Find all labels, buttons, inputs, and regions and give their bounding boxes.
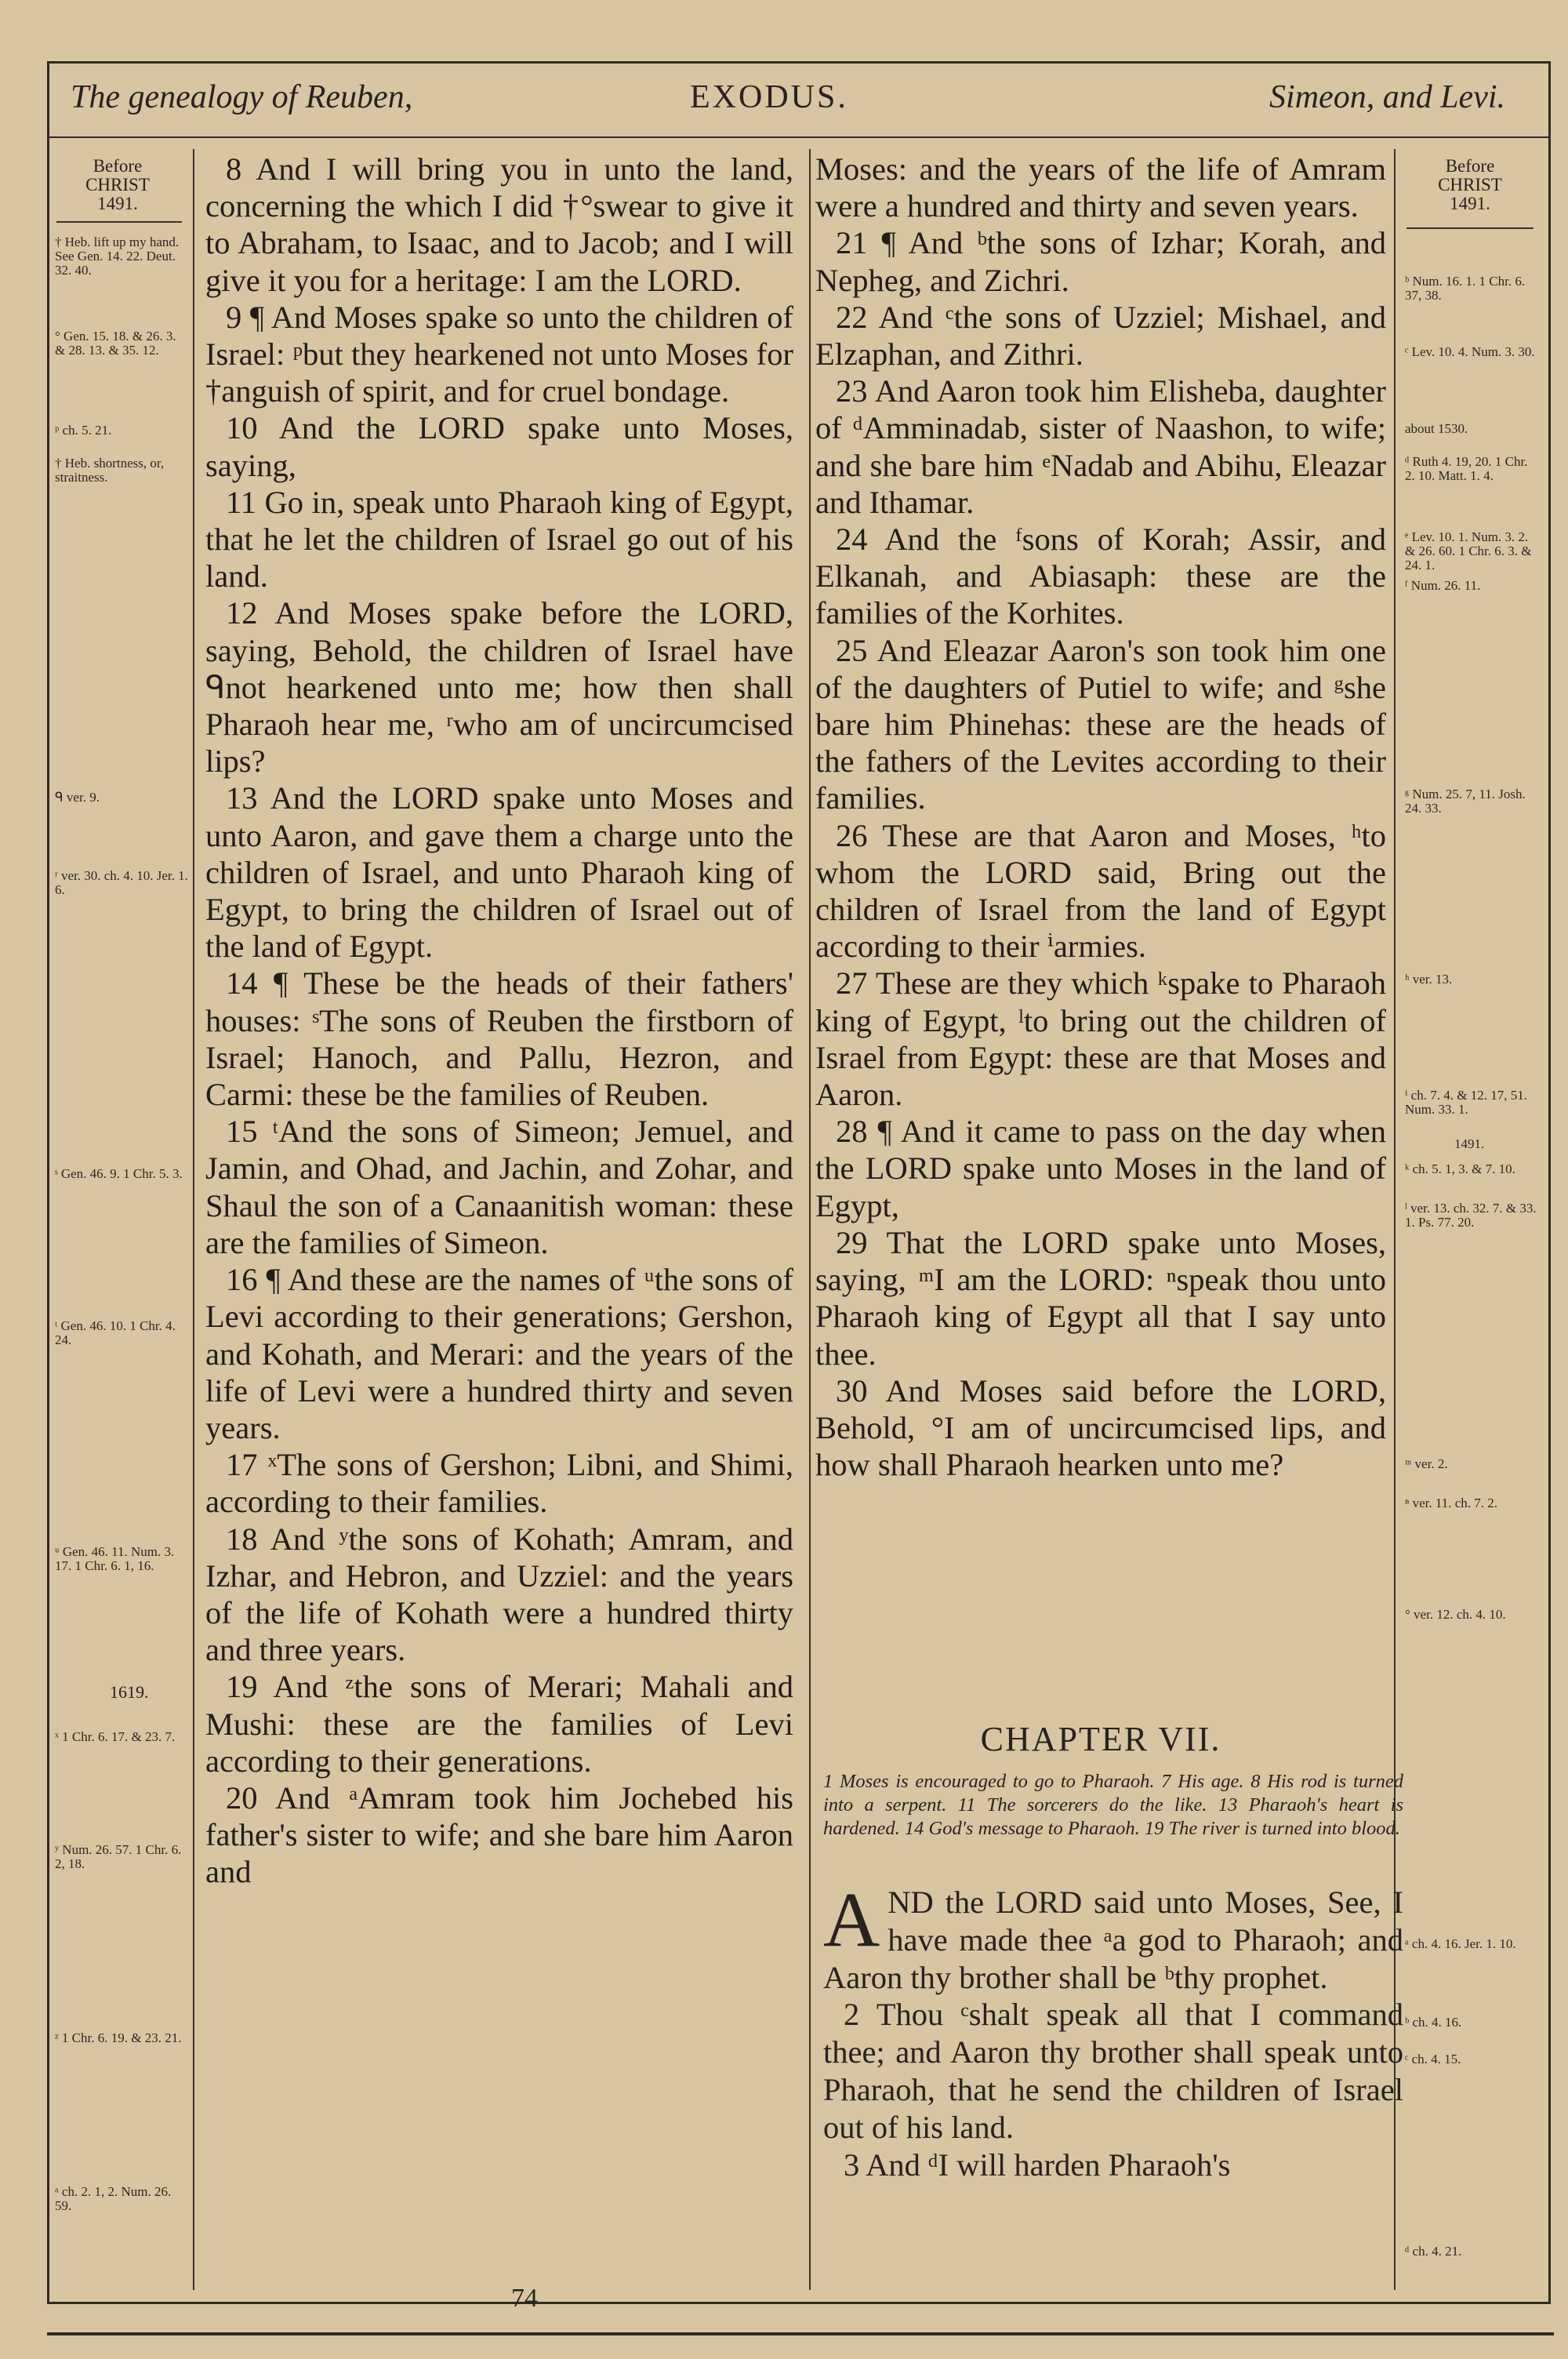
margin-note: ° Gen. 15. 18. & 26. 3. & 28. 13. & 35. 12. [55, 329, 176, 358]
margin-note: ʸ Num. 26. 57. 1 Chr. 6. 2, 18. [55, 1842, 182, 1871]
center-rule [809, 149, 811, 2290]
left-text-column [205, 151, 793, 1891]
verse: 13 And the LORD spake unto Moses and unto Aaron, and gave them a charge unto the children of Israel, and unto Pharaoh king of Egypt, to bring the children of Israel out of the land of Egypt. [205, 780, 793, 965]
margin-note: ᵉ Lev. 10. 1. Num. 3. 2. & 26. 60. 1 Chr. 6. 3. & 24. 1. [1405, 529, 1532, 572]
left-margin-header-rule [56, 221, 182, 223]
verse-1-text: ND the LORD said unto Moses, See, I have made thee ᵃa god to Pharaoh; and Aaron thy brother shall be ᵇthy prophet. [823, 1885, 1403, 1995]
margin-note: ᵃ ch. 4. 16. Jer. 1. 10. [1405, 1936, 1516, 1951]
margin-note: † Heb. shortness, or, straitness. [55, 456, 165, 485]
chapter-heading: CHAPTER VII. [980, 1720, 1221, 1758]
margin-note: ʳ ver. 30. ch. 4. 10. Jer. 1. 6. [55, 868, 188, 897]
verse-2: 2 Thou ᶜshalt speak all that I command thee; and Aaron thy brother shall speak unto Pharaoh, that he send the children of Israel out of his land. [823, 1997, 1403, 2145]
drop-cap: A [823, 1876, 880, 1963]
verse: 10 And the LORD spake unto Moses, saying, [205, 410, 793, 483]
verse: 12 And Moses spake before the LORD, saying, Behold, the children of Israel have ᑫnot hearkened unto me; how then shall Pharaoh hear me, ʳwho am of uncircumcised lips? [205, 595, 793, 780]
verse: 11 Go in, speak unto Pharaoh king of Egypt, that he let the children of Israel go out of his land. [205, 484, 793, 594]
margin-note: ⁱ ch. 7. 4. & 12. 17, 51. Num. 33. 1. [1405, 1088, 1527, 1117]
margin-note: ˢ Gen. 46. 9. 1 Chr. 5. 3. [55, 1166, 183, 1181]
right-margin-header-rule [1406, 227, 1534, 229]
right-text-column [815, 151, 1386, 1483]
header-rule [47, 136, 1551, 138]
margin-note: ᵈ ch. 4. 21. [1405, 2244, 1462, 2259]
margin-note: ᵈ Ruth 4. 19, 20. 1 Chr. 2. 10. Matt. 1. 4. [1405, 454, 1528, 483]
chapter-text [823, 1876, 1403, 2183]
margin-header-year: 1491. [97, 194, 138, 213]
verse-continuation: Moses: and the years of the life of Amram were a hundred and thirty and seven years. [815, 151, 1386, 224]
margin-note: ᵖ ch. 5. 21. [55, 423, 112, 438]
margin-header-before: Before [1445, 156, 1495, 176]
left-margin-rule [193, 149, 194, 2290]
verse: 29 That the LORD spake unto Moses, saying, ᵐI am the LORD: ⁿspeak thou unto Pharaoh king of Egypt all that I say unto thee. [815, 1224, 1386, 1372]
margin-note: ⁿ ver. 11. ch. 7. 2. [1405, 1496, 1498, 1510]
margin-note: ˣ 1 Chr. 6. 17. & 23. 7. [55, 1729, 176, 1744]
margin-note: ᵏ ch. 5. 1, 3. & 7. 10. [1405, 1161, 1515, 1176]
verse-3: 3 And ᵈI will harden Pharaoh's [844, 2146, 1231, 2183]
margin-note: ᵐ ver. 2. [1405, 1456, 1448, 1471]
verse: 18 And ʸthe sons of Kohath; Amram, and Izhar, and Hebron, and Uzziel: and the years of the life of Kohath were a hundred thirty and three years. [205, 1521, 793, 1668]
margin-note: ʰ ver. 13. [1405, 972, 1453, 987]
margin-header-christ: CHRIST [1438, 175, 1502, 194]
verse-1 [823, 1876, 1403, 1996]
bottom-rule [47, 2332, 1554, 2335]
margin-year-note: 1491. [1454, 1136, 1485, 1151]
verse: 28 ¶ And it came to pass on the day when the LORD spake unto Moses in the land of Egypt, [815, 1114, 1386, 1223]
verse: 24 And the ᶠsons of Korah; Assir, and Elkanah, and Abiasaph: these are the families of the Korhites. [815, 522, 1386, 631]
margin-note: ᵇ ch. 4. 16. [1405, 2015, 1462, 2030]
margin-note: ˡ ver. 13. ch. 32. 7. & 33. 1. Ps. 77. 20. [1405, 1201, 1537, 1230]
verse: 16 ¶ And these are the names of ᵘthe sons of Levi according to their generations; Gershon, and Kohath, and Merari: and the years of the life of Levi were a hundred thirty and seven years. [205, 1262, 793, 1445]
running-head-left: The genealogy of Reuben, [71, 79, 413, 115]
running-head-book: EXODUS. [690, 79, 848, 115]
margin-note: ᵘ Gen. 46. 11. Num. 3. 17. 1 Chr. 6. 1, 16. [55, 1544, 175, 1573]
margin-note: ᵃ ch. 2. 1, 2. Num. 26. 59. [55, 2184, 172, 2213]
margin-note: † Heb. lift up my hand. See Gen. 14. 22. Deut. 32. 40. [55, 234, 180, 278]
margin-note: ᵍ Num. 25. 7, 11. Josh. 24. 33. [1405, 787, 1526, 816]
verse: 21 ¶ And ᵇthe sons of Izhar; Korah, and Nepheg, and Zichri. [815, 225, 1386, 298]
margin-header-year: 1491. [1450, 194, 1490, 213]
verse: 22 And ᶜthe sons of Uzziel; Mishael, and Elzaphan, and Zithri. [815, 299, 1386, 373]
margin-header-before: Before [93, 156, 143, 176]
margin-note: ° ver. 12. ch. 4. 10. [1405, 1607, 1506, 1622]
verse: 9 ¶ And Moses spake so unto the children of Israel: ᵖbut they hearkened not unto Moses for †anguish of spirit, and for cruel bondage. [205, 299, 793, 409]
verse: 25 And Eleazar Aaron's son took him one of the daughters of Putiel to wife; and ᵍshe bare him Phinehas: these are the heads of the fathers of the Levites according to their families. [815, 632, 1386, 816]
left-margin-header [55, 157, 180, 213]
chapter-summary: 1 Moses is encouraged to go to Pharaoh. 7 His age. 8 His rod is turned into a serpent. 11 The sorcerers do the like. 13 Pharaoh's heart is hardened. 14 God's message to Pharaoh. 19 The river is turned into blood. [823, 1771, 1403, 1839]
verse: 30 And Moses said before the LORD, Behold, °I am of uncircumcised lips, and how shall Pharaoh hearken unto me? [815, 1372, 1386, 1483]
margin-note: ᶻ 1 Chr. 6. 19. & 23. 21. [55, 2030, 182, 2045]
margin-note: about 1530. [1405, 421, 1468, 436]
margin-note: ᵗ Gen. 46. 10. 1 Chr. 4. 24. [55, 1318, 176, 1347]
verse: 23 And Aaron took him Elisheba, daughter of ᵈAmminadab, sister of Naashon, to wife; and she bare him ᵉNadab and Abihu, Eleazar and Ithamar. [815, 373, 1386, 520]
margin-note: ᶠ Num. 26. 11. [1405, 578, 1481, 593]
page-number: 74 [511, 2284, 538, 2313]
margin-note: ᑫ ver. 9. [55, 790, 100, 805]
verse: 17 ˣThe sons of Gershon; Libni, and Shimi, according to their families. [205, 1447, 793, 1520]
margin-note: ᶜ Lev. 10. 4. Num. 3. 30. [1405, 344, 1535, 359]
margin-year-note: 1619. [110, 1682, 149, 1702]
verse: 15 ᵗAnd the sons of Simeon; Jemuel, and Jamin, and Ohad, and Jachin, and Zohar, and Shaul the son of a Canaanitish woman: these are the families of Simeon. [205, 1114, 793, 1260]
margin-note: ᵇ Num. 16. 1. 1 Chr. 6. 37, 38. [1405, 274, 1526, 303]
verse: 26 These are that Aaron and Moses, ʰto whom the LORD said, Bring out the children of Israel from the land of Egypt according to their ⁱarmies. [815, 817, 1386, 965]
right-margin-header [1407, 157, 1533, 213]
verse: 19 And ᶻthe sons of Merari; Mahali and Mushi: these are the families of Levi according to their generations. [205, 1669, 793, 1779]
margin-note: ᶜ ch. 4. 15. [1405, 2052, 1461, 2066]
verse: 14 ¶ These be the heads of their fathers' houses: ˢThe sons of Reuben the firstborn of Israel; Hanoch, and Pallu, Hezron, and Carmi: these be the families of Reuben. [205, 965, 793, 1113]
verse: 8 And I will bring you in unto the land, concerning the which I did †°swear to give it to Abraham, to Isaac, and to Jacob; and I will give it you for a heritage: I am the LORD. [205, 151, 793, 298]
verse: 27 These are they which ᵏspake to Pharaoh king of Egypt, ˡto bring out the children of Israel from Egypt: these are that Moses and Aaron. [815, 965, 1386, 1113]
running-head-right: Simeon, and Levi. [1269, 79, 1505, 115]
verse: 20 And ᵃAmram took him Jochebed his father's sister to wife; and she bare him Aaron and [205, 1779, 793, 1890]
margin-header-christ: CHRIST [85, 175, 150, 194]
